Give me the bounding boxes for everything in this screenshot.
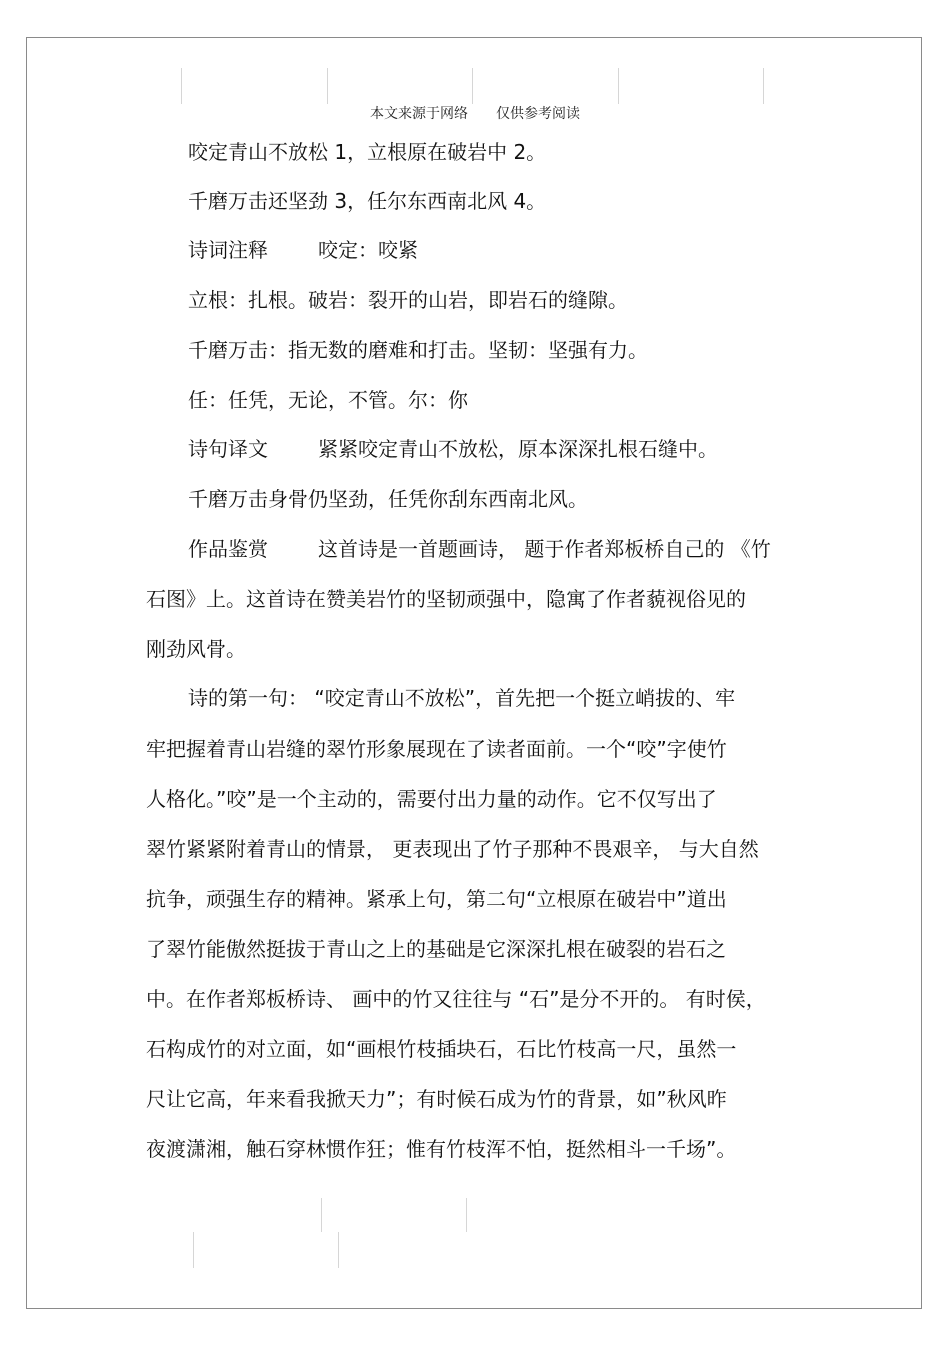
source-note-left: 本文来源于网络	[370, 106, 468, 122]
translation-line-2: 千磨万击身骨仍坚劲，任凭你刮东西南北风。	[188, 487, 588, 511]
appreciation-first: 这首诗是一首题画诗， 题于作者郑板桥自己的 《竹	[318, 537, 771, 561]
translation-line-1	[188, 437, 718, 461]
notes-line-1	[188, 238, 418, 262]
appreciation-line-1	[188, 537, 771, 561]
analysis-line-6: 了翠竹能傲然挺拔于青山之上的基础是它深深扎根在破裂的岩石之	[146, 937, 726, 961]
notes-heading: 诗词注释	[188, 238, 268, 262]
guide-line	[321, 1198, 322, 1232]
source-note	[0, 103, 950, 123]
notes-first: 咬定：咬紧	[318, 238, 418, 262]
analysis-line-3: 人格化。”咬”是一个主动的，需要付出力量的动作。它不仅写出了	[146, 787, 717, 811]
translation-heading: 诗句译文	[188, 437, 268, 461]
guide-line	[618, 68, 619, 104]
appreciation-heading: 作品鉴赏	[188, 537, 268, 561]
appreciation-line-2: 石图》上。这首诗在赞美岩竹的坚韧顽强中，隐寓了作者藐视俗见的	[146, 587, 746, 611]
guide-line	[763, 68, 764, 104]
analysis-line-2: 牢把握着青山岩缝的翠竹形象展现在了读者面前。一个“咬”字使竹	[146, 737, 727, 761]
appreciation-line-3: 刚劲风骨。	[146, 637, 246, 661]
analysis-line-8: 石构成竹的对立面，如“画根竹枝插块石，石比竹枝高一尺，虽然一	[146, 1037, 737, 1061]
guide-line	[193, 1232, 194, 1268]
notes-line-2: 立根：扎根。破岩：裂开的山岩，即岩石的缝隙。	[188, 288, 628, 312]
analysis-line-9: 尺让它高，年来看我掀天力”；有时候石成为竹的背景，如”秋风昨	[146, 1087, 727, 1111]
analysis-line-4: 翠竹紧紧附着青山的情景， 更表现出了竹子那种不畏艰辛， 与大自然	[146, 837, 759, 861]
guide-line	[472, 68, 473, 104]
page-frame	[26, 37, 922, 1309]
analysis-line-5: 抗争，顽强生存的精神。紧承上句，第二句“立根原在破岩中”道出	[146, 887, 727, 911]
guide-line	[338, 1232, 339, 1268]
guide-line	[181, 68, 182, 104]
notes-line-4: 任：任凭，无论，不管。尔：你	[188, 388, 468, 412]
poem-line-1: 咬定青山不放松 1，立根原在破岩中 2。	[188, 140, 547, 164]
analysis-line-7: 中。在作者郑板桥诗、 画中的竹又往往与 “石”是分不开的。 有时侯，	[146, 987, 766, 1011]
analysis-line-1: 诗的第一句： “咬定青山不放松”，首先把一个挺立峭拔的、牢	[188, 686, 736, 710]
source-note-right: 仅供参考阅读	[496, 106, 580, 122]
analysis-line-10: 夜渡潇湘，触石穿林惯作狂；惟有竹枝浑不怕，挺然相斗一千场”。	[146, 1137, 737, 1161]
notes-line-3: 千磨万击：指无数的磨难和打击。坚韧：坚强有力。	[188, 338, 648, 362]
poem-line-2: 千磨万击还坚劲 3，任尔东西南北风 4。	[188, 189, 547, 213]
translation-first: 紧紧咬定青山不放松，原本深深扎根石缝中。	[318, 437, 718, 461]
guide-line	[327, 68, 328, 104]
guide-line	[466, 1198, 467, 1232]
